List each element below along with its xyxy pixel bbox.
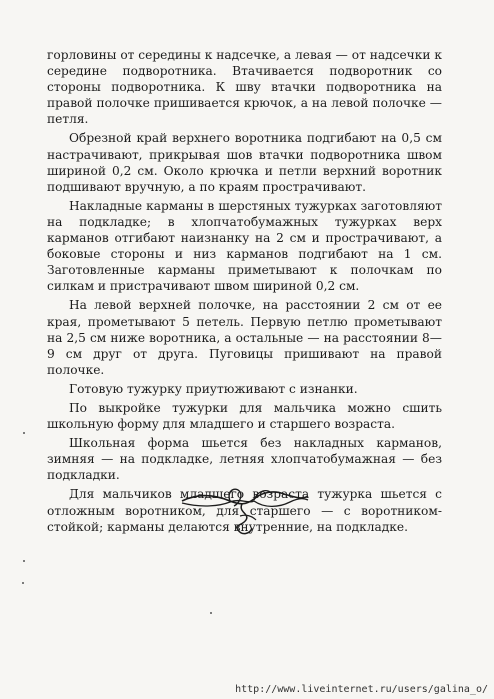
flourish-ornament-icon: [180, 482, 310, 542]
paragraph-4: На левой верхней полочке, на расстоянии 2 см от ее края, прометывают 5 петель. Первую петлю прометывают на 2,5 см ниже воротника, а остальные — на расстоянии 8—9 см друг от друга. Пуговицы пришивают на правой полочке.: [47, 298, 442, 377]
paragraph-8: Для мальчиков младшего возраста тужурка шьется с отложным воротником, для старшего — с воротником-стойкой; карманы делаются внутренние, на подкладке.: [47, 487, 442, 534]
scan-speck: [23, 560, 25, 562]
paragraph-1: горловины от середины к надсечке, а левая — от надсечки к середине подворотника. Втачивается подворотник со стороны подворотника. К шву втачки подворотника на правой полочке пришивается крючок, а на левой полочке — петля.: [47, 48, 442, 127]
paragraph-3: Накладные карманы в шерстяных тужурках заготовляют на подкладке; в хлопчатобумажных тужурках верх карманов отгибают наизнанку на 2 см и прострачивают, а боковые стороны и низ карманов подгибают на 1 см. Заготовленные карманы приметывают к полочкам по силкам и пристрачивают швом шириной 0,2 см.: [47, 198, 442, 294]
scan-speck: [23, 432, 25, 434]
paragraph-2: Обрезной край верхнего воротника подгибают на 0,5 см настрачивают, прикрывая шов втачки подворотника швом шириной 0,2 см. Около крючка и петли верхний воротник подшивают вручную, а по краям прострачивают.: [47, 131, 442, 194]
paragraph-5: Готовую тужурку приутюживают с изнанки.: [69, 381, 358, 396]
watermark-url: http://www.liveinternet.ru/users/galina_o/: [235, 684, 488, 695]
page-text: [47, 47, 442, 535]
paragraph-7: Школьная форма шьется без накладных карманов, зимняя — на подкладке, летняя хлопчатобумажная — без подкладки.: [47, 436, 442, 483]
scan-speck: [22, 582, 24, 584]
scan-speck: [210, 612, 212, 614]
paragraph-6: По выкройке тужурки для мальчика можно сшить школьную форму для младшего и старшего возраста.: [47, 400, 442, 432]
